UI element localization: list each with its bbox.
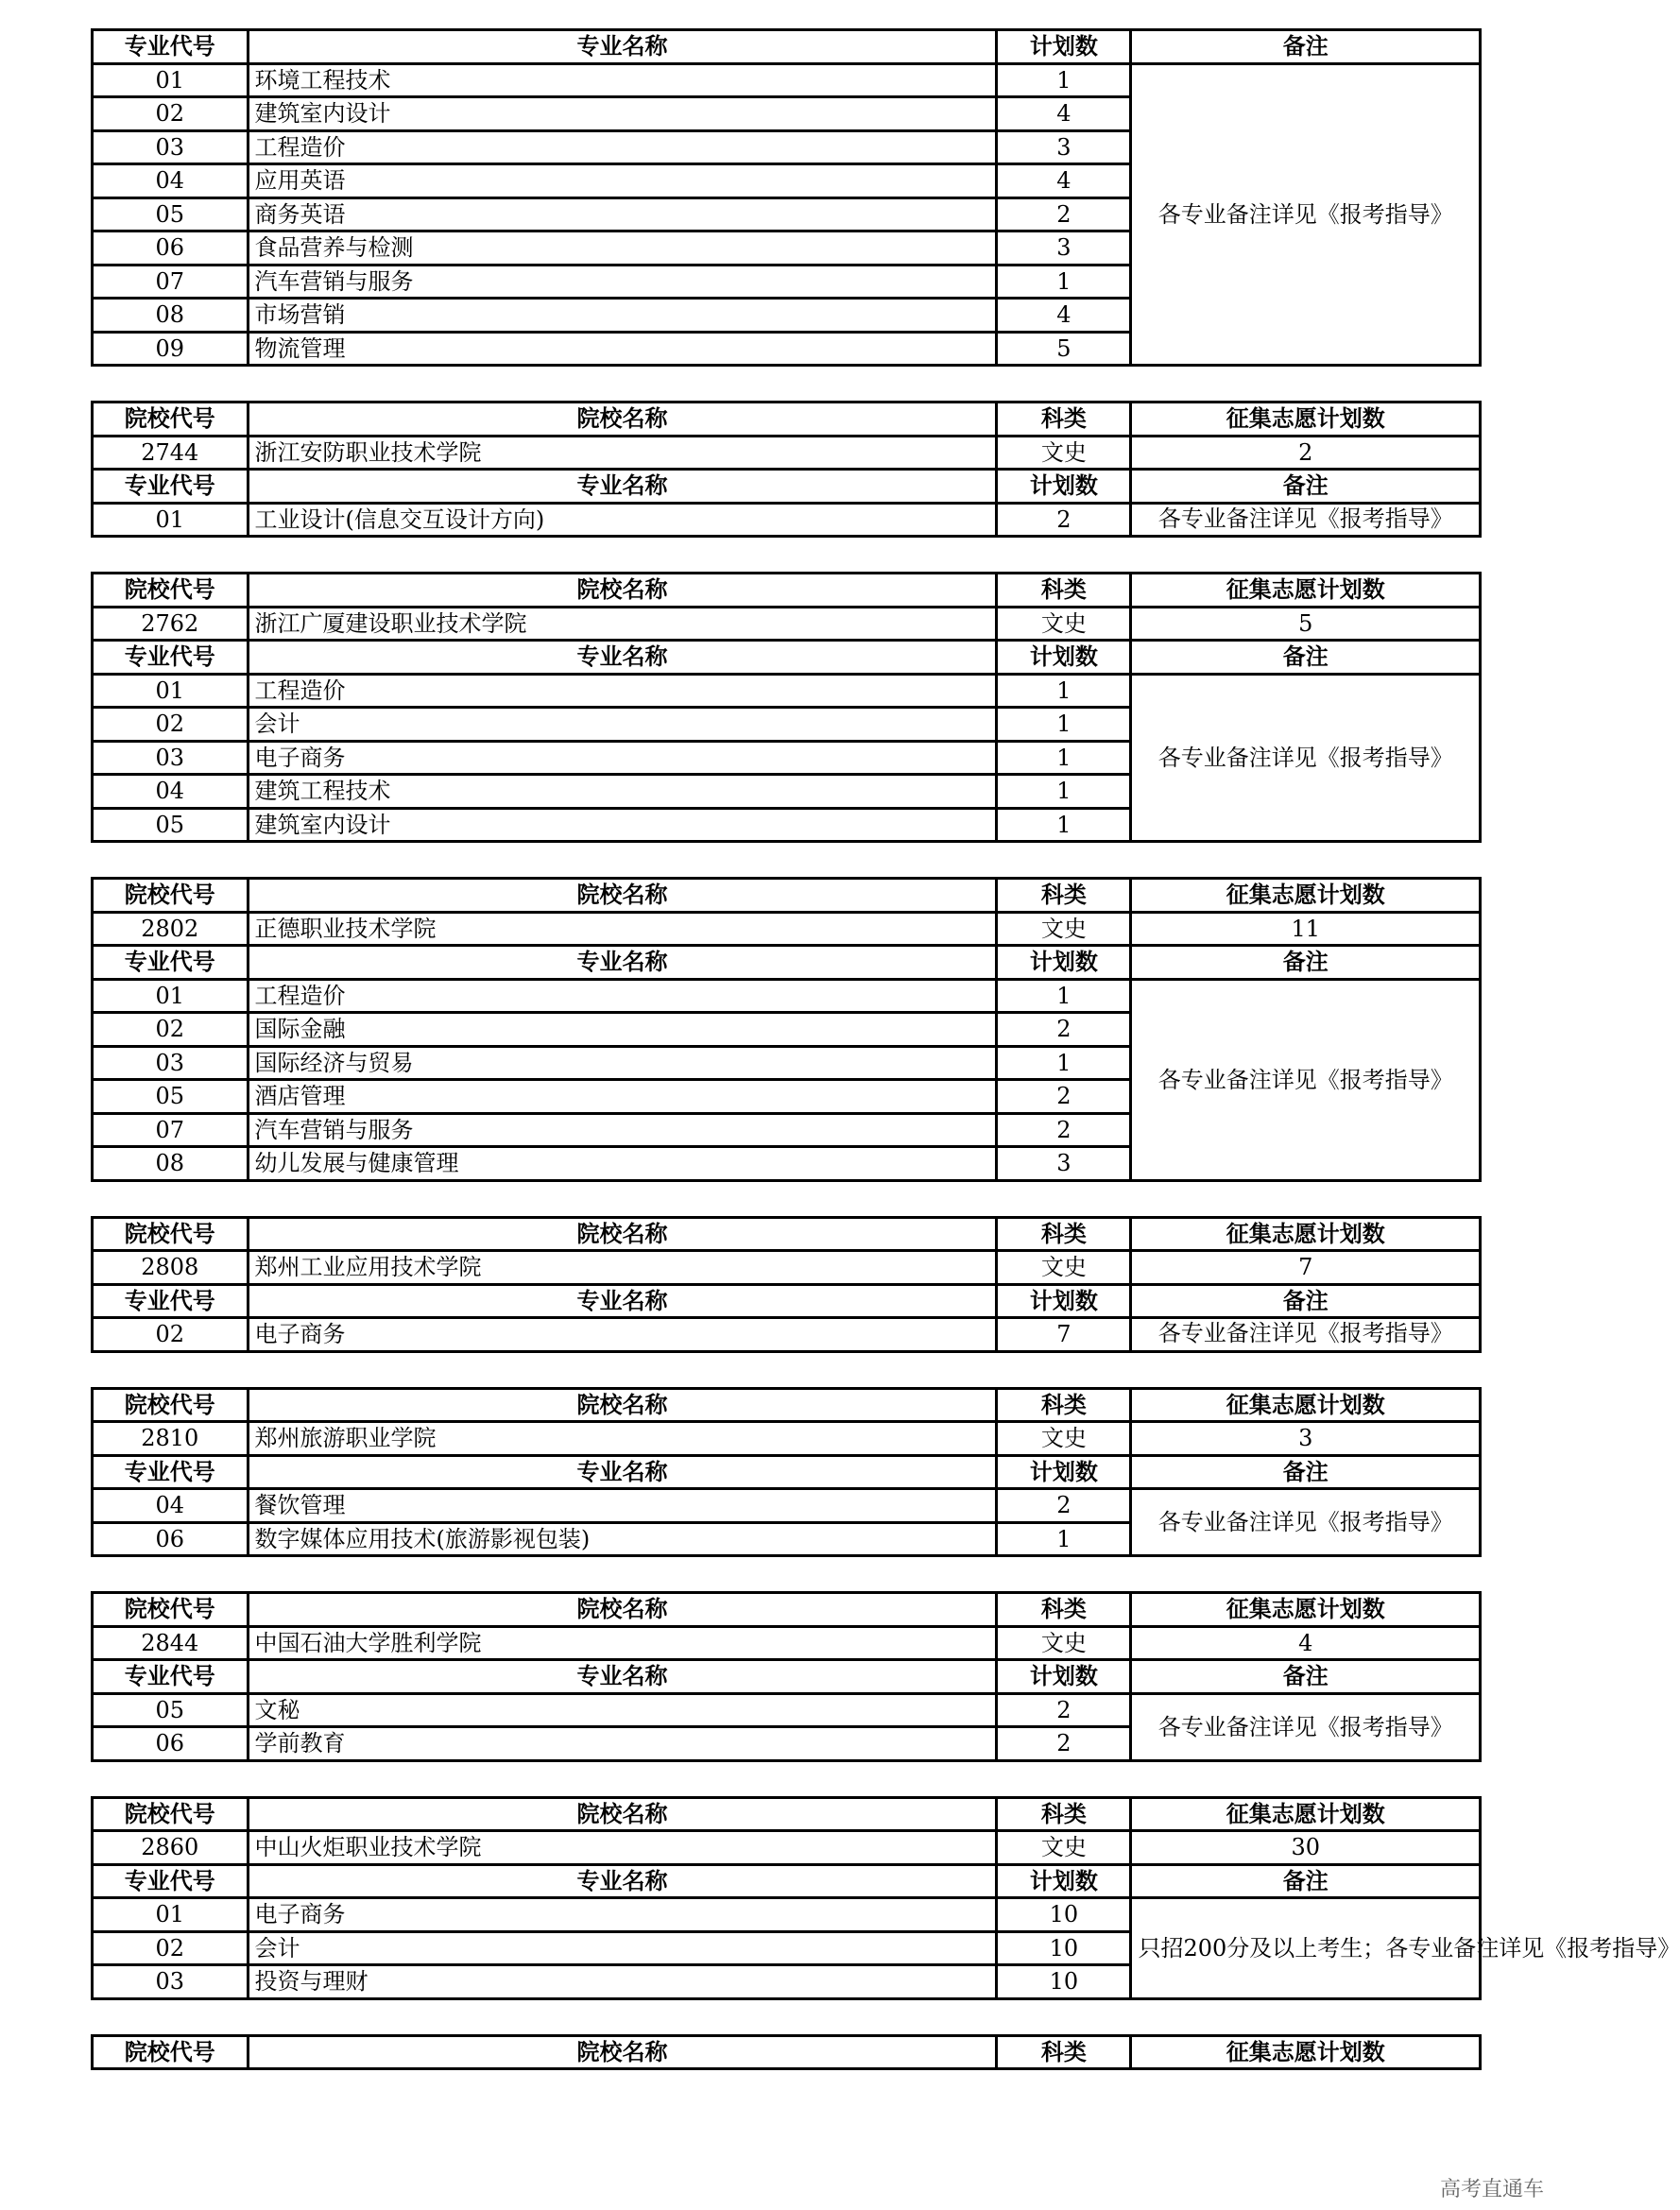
major-code-header: 专业代号	[93, 946, 249, 980]
school-code-header: 院校代号	[93, 574, 249, 608]
school-code-header: 院校代号	[93, 2035, 249, 2069]
major-plan-count: 2	[997, 1727, 1131, 1761]
major-code: 09	[93, 332, 249, 366]
plan-count-header: 计划数	[997, 1284, 1131, 1318]
major-code: 01	[93, 674, 249, 708]
school-header-row	[93, 879, 1481, 913]
major-name: 商务英语	[248, 197, 997, 231]
document-page	[91, 28, 1680, 2104]
major-header-row	[93, 1284, 1481, 1318]
major-code: 06	[93, 1522, 249, 1556]
school-subject: 文史	[997, 607, 1131, 641]
major-plan-count: 5	[997, 332, 1131, 366]
school-header-row	[93, 1797, 1481, 1831]
major-name-header: 专业名称	[248, 1864, 997, 1898]
solicit-count: 7	[1131, 1251, 1481, 1285]
major-name: 国际金融	[248, 1013, 997, 1047]
school-code: 2810	[93, 1422, 249, 1456]
school-name-header: 院校名称	[248, 1593, 997, 1627]
remark-note	[1131, 1318, 1481, 1352]
major-code: 01	[93, 979, 249, 1013]
major-plan-count: 2	[997, 1489, 1131, 1523]
major-code-header: 专业代号	[93, 641, 249, 675]
major-plan-count: 2	[997, 503, 1131, 537]
major-code: 02	[93, 708, 249, 742]
major-plan-count: 4	[997, 164, 1131, 198]
major-row	[93, 1489, 1481, 1523]
major-name: 建筑室内设计	[248, 97, 997, 131]
solicit-count-header: 征集志愿计划数	[1131, 574, 1481, 608]
major-plan-count: 2	[997, 1013, 1131, 1047]
solicit-count-header: 征集志愿计划数	[1131, 1797, 1481, 1831]
major-name: 物流管理	[248, 332, 997, 366]
school-code: 2744	[93, 436, 249, 470]
major-name: 电子商务	[248, 1898, 997, 1932]
school-subject: 文史	[997, 912, 1131, 946]
subject-header: 科类	[997, 574, 1131, 608]
major-name: 数字媒体应用技术(旅游影视包装)	[248, 1522, 997, 1556]
subject-header: 科类	[997, 1388, 1131, 1422]
school-subject: 文史	[997, 1422, 1131, 1456]
major-row	[93, 63, 1481, 97]
school-table	[91, 1796, 1680, 2000]
next-school-table	[91, 2034, 1482, 2071]
major-code: 03	[93, 741, 249, 775]
school-table	[91, 1216, 1482, 1353]
solicit-count: 5	[1131, 607, 1481, 641]
major-plan-count: 1	[997, 1046, 1131, 1080]
school-name-header: 院校名称	[248, 1388, 997, 1422]
major-code: 01	[93, 1898, 249, 1932]
major-name: 电子商务	[248, 1318, 997, 1352]
school-subject: 文史	[997, 436, 1131, 470]
continued-major-table	[91, 28, 1482, 367]
school-code: 2808	[93, 1251, 249, 1285]
school-name: 郑州工业应用技术学院	[248, 1251, 997, 1285]
school-table	[91, 877, 1482, 1182]
major-plan-count: 2	[997, 1080, 1131, 1114]
solicit-count-header: 征集志愿计划数	[1131, 2035, 1481, 2069]
subject-header: 科类	[997, 1797, 1131, 1831]
remark-header: 备注	[1131, 641, 1481, 675]
major-code: 06	[93, 231, 249, 266]
watermark: 高考直通车	[1439, 2178, 1544, 2201]
major-name: 投资与理财	[248, 1965, 997, 1999]
school-row	[93, 912, 1481, 946]
solicit-count: 4	[1131, 1626, 1481, 1660]
major-code: 05	[93, 1693, 249, 1727]
school-code: 2802	[93, 912, 249, 946]
major-plan-count: 1	[997, 775, 1131, 809]
major-header-row	[93, 1660, 1481, 1694]
remark-note-text: 各专业备注详见《报考指导》	[1157, 505, 1453, 532]
school-name-header: 院校名称	[248, 1217, 997, 1251]
major-code-header: 专业代号	[93, 30, 249, 64]
major-name: 建筑室内设计	[248, 808, 997, 842]
major-code: 04	[93, 1489, 249, 1523]
major-row	[93, 979, 1481, 1013]
major-header-row	[93, 1864, 1481, 1898]
major-plan-count: 1	[997, 674, 1131, 708]
school-code-header: 院校代号	[93, 1217, 249, 1251]
solicit-count: 30	[1131, 1831, 1481, 1865]
major-row	[93, 1693, 1481, 1727]
major-code: 02	[93, 1318, 249, 1352]
school-code-header: 院校代号	[93, 1797, 249, 1831]
major-header-row	[93, 470, 1481, 504]
major-code: 02	[93, 97, 249, 131]
major-plan-count: 1	[997, 1522, 1131, 1556]
major-code: 07	[93, 265, 249, 299]
solicit-count: 2	[1131, 436, 1481, 470]
major-name: 国际经济与贸易	[248, 1046, 997, 1080]
solicit-count: 3	[1131, 1422, 1481, 1456]
school-code: 2762	[93, 607, 249, 641]
major-plan-count: 1	[997, 63, 1131, 97]
major-name: 工程造价	[248, 979, 997, 1013]
major-row	[93, 1318, 1481, 1352]
school-code-header: 院校代号	[93, 1593, 249, 1627]
subject-header: 科类	[997, 1593, 1131, 1627]
major-code: 03	[93, 1046, 249, 1080]
school-subject: 文史	[997, 1251, 1131, 1285]
plan-count-header: 计划数	[997, 1864, 1131, 1898]
plan-count-header: 计划数	[997, 946, 1131, 980]
major-name: 餐饮管理	[248, 1489, 997, 1523]
school-header-row	[93, 1593, 1481, 1627]
major-header-row	[93, 641, 1481, 675]
remark-note: 各专业备注详见《报考指导》	[1131, 1489, 1481, 1556]
plan-count-header: 计划数	[997, 30, 1131, 64]
major-code: 05	[93, 197, 249, 231]
school-row	[93, 1626, 1481, 1660]
major-plan-count: 7	[997, 1318, 1131, 1352]
school-row	[93, 436, 1481, 470]
school-code: 2844	[93, 1626, 249, 1660]
major-code: 07	[93, 1113, 249, 1147]
major-code: 04	[93, 164, 249, 198]
school-header-row	[93, 403, 1481, 437]
major-row	[93, 1898, 1481, 1932]
school-header-row	[93, 574, 1481, 608]
major-name: 汽车营销与服务	[248, 1113, 997, 1147]
major-code: 08	[93, 299, 249, 333]
major-name-header: 专业名称	[248, 470, 997, 504]
remark-header: 备注	[1131, 1660, 1481, 1694]
major-name: 工业设计(信息交互设计方向)	[248, 503, 997, 537]
major-name-header: 专业名称	[248, 1660, 997, 1694]
remark-note: 各专业备注详见《报考指导》	[1131, 979, 1481, 1180]
major-code: 02	[93, 1931, 249, 1965]
remark-note: 只招200分及以上考生；各专业备注详见《报考指导》	[1131, 1898, 1481, 1999]
major-name-header: 专业名称	[248, 946, 997, 980]
major-row	[93, 503, 1481, 537]
major-plan-count: 3	[997, 231, 1131, 266]
remark-note-text: 各专业备注详见《报考指导》	[1157, 1320, 1453, 1346]
major-name: 应用英语	[248, 164, 997, 198]
school-code: 2860	[93, 1831, 249, 1865]
solicit-count: 11	[1131, 912, 1481, 946]
major-code: 04	[93, 775, 249, 809]
school-code-header: 院校代号	[93, 879, 249, 913]
major-plan-count: 2	[997, 197, 1131, 231]
remark-header: 备注	[1131, 470, 1481, 504]
plan-count-header: 计划数	[997, 1455, 1131, 1489]
school-row	[93, 607, 1481, 641]
plan-count-header: 计划数	[997, 641, 1131, 675]
school-header-row	[93, 1217, 1481, 1251]
major-header-row	[93, 30, 1481, 64]
school-header-row	[93, 2035, 1481, 2069]
major-code-header: 专业代号	[93, 1455, 249, 1489]
school-name-header: 院校名称	[248, 879, 997, 913]
school-table	[91, 1591, 1482, 1762]
major-name: 工程造价	[248, 130, 997, 164]
school-table	[91, 401, 1482, 538]
major-plan-count: 3	[997, 1147, 1131, 1181]
major-name-header: 专业名称	[248, 1455, 997, 1489]
major-name: 工程造价	[248, 674, 997, 708]
remark-header: 备注	[1131, 1455, 1481, 1489]
major-name: 汽车营销与服务	[248, 265, 997, 299]
major-header-row	[93, 946, 1481, 980]
major-code-header: 专业代号	[93, 470, 249, 504]
major-name: 学前教育	[248, 1727, 997, 1761]
school-name: 浙江安防职业技术学院	[248, 436, 997, 470]
school-name: 郑州旅游职业学院	[248, 1422, 997, 1456]
school-name: 中国石油大学胜利学院	[248, 1626, 997, 1660]
major-code: 03	[93, 130, 249, 164]
major-code-header: 专业代号	[93, 1864, 249, 1898]
major-plan-count: 4	[997, 299, 1131, 333]
remark-note: 各专业备注详见《报考指导》	[1131, 674, 1481, 842]
major-code-header: 专业代号	[93, 1284, 249, 1318]
major-plan-count: 1	[997, 808, 1131, 842]
school-row	[93, 1251, 1481, 1285]
major-code: 06	[93, 1727, 249, 1761]
remark-note	[1131, 503, 1481, 537]
major-name: 食品营养与检测	[248, 231, 997, 266]
solicit-count-header: 征集志愿计划数	[1131, 879, 1481, 913]
major-plan-count: 10	[997, 1965, 1131, 1999]
school-code-header: 院校代号	[93, 1388, 249, 1422]
school-header-row	[93, 1388, 1481, 1422]
remark-note: 各专业备注详见《报考指导》	[1131, 63, 1481, 366]
remark-header: 备注	[1131, 30, 1481, 64]
major-plan-count: 2	[997, 1693, 1131, 1727]
remark-header: 备注	[1131, 1864, 1481, 1898]
remark-note: 各专业备注详见《报考指导》	[1131, 1693, 1481, 1760]
school-row	[93, 1831, 1481, 1865]
major-name: 幼儿发展与健康管理	[248, 1147, 997, 1181]
major-code: 03	[93, 1965, 249, 1999]
subject-header: 科类	[997, 2035, 1131, 2069]
school-name-header: 院校名称	[248, 1797, 997, 1831]
major-code: 05	[93, 1080, 249, 1114]
major-plan-count: 1	[997, 708, 1131, 742]
major-plan-count: 4	[997, 97, 1131, 131]
subject-header: 科类	[997, 1217, 1131, 1251]
school-code-header: 院校代号	[93, 403, 249, 437]
major-name: 市场营销	[248, 299, 997, 333]
major-name: 会计	[248, 708, 997, 742]
major-name: 建筑工程技术	[248, 775, 997, 809]
major-plan-count: 1	[997, 979, 1131, 1013]
school-table	[91, 572, 1482, 843]
major-name: 环境工程技术	[248, 63, 997, 97]
major-name: 文秘	[248, 1693, 997, 1727]
school-name-header: 院校名称	[248, 2035, 997, 2069]
school-name-header: 院校名称	[248, 574, 997, 608]
school-row	[93, 1422, 1481, 1456]
remark-header: 备注	[1131, 946, 1481, 980]
solicit-count-header: 征集志愿计划数	[1131, 1217, 1481, 1251]
subject-header: 科类	[997, 403, 1131, 437]
major-name-header: 专业名称	[248, 1284, 997, 1318]
major-name: 电子商务	[248, 741, 997, 775]
major-plan-count: 1	[997, 741, 1131, 775]
solicit-count-header: 征集志愿计划数	[1131, 1388, 1481, 1422]
school-name-header: 院校名称	[248, 403, 997, 437]
plan-count-header: 计划数	[997, 1660, 1131, 1694]
school-name: 正德职业技术学院	[248, 912, 997, 946]
major-code: 01	[93, 503, 249, 537]
major-plan-count: 1	[997, 265, 1131, 299]
remark-header: 备注	[1131, 1284, 1481, 1318]
major-name-header: 专业名称	[248, 30, 997, 64]
school-name: 中山火炬职业技术学院	[248, 1831, 997, 1865]
plan-count-header: 计划数	[997, 470, 1131, 504]
school-table	[91, 1387, 1482, 1558]
major-header-row	[93, 1455, 1481, 1489]
major-plan-count: 10	[997, 1898, 1131, 1932]
major-code: 05	[93, 808, 249, 842]
school-name: 浙江广厦建设职业技术学院	[248, 607, 997, 641]
major-code: 01	[93, 63, 249, 97]
major-plan-count: 3	[997, 130, 1131, 164]
major-plan-count: 2	[997, 1113, 1131, 1147]
major-row	[93, 674, 1481, 708]
major-plan-count: 10	[997, 1931, 1131, 1965]
school-subject: 文史	[997, 1626, 1131, 1660]
solicit-count-header: 征集志愿计划数	[1131, 403, 1481, 437]
major-name: 会计	[248, 1931, 997, 1965]
school-subject: 文史	[997, 1831, 1131, 1865]
major-code-header: 专业代号	[93, 1660, 249, 1694]
solicit-count-header: 征集志愿计划数	[1131, 1593, 1481, 1627]
major-code: 08	[93, 1147, 249, 1181]
major-code: 02	[93, 1013, 249, 1047]
major-name: 酒店管理	[248, 1080, 997, 1114]
subject-header: 科类	[997, 879, 1131, 913]
major-name-header: 专业名称	[248, 641, 997, 675]
